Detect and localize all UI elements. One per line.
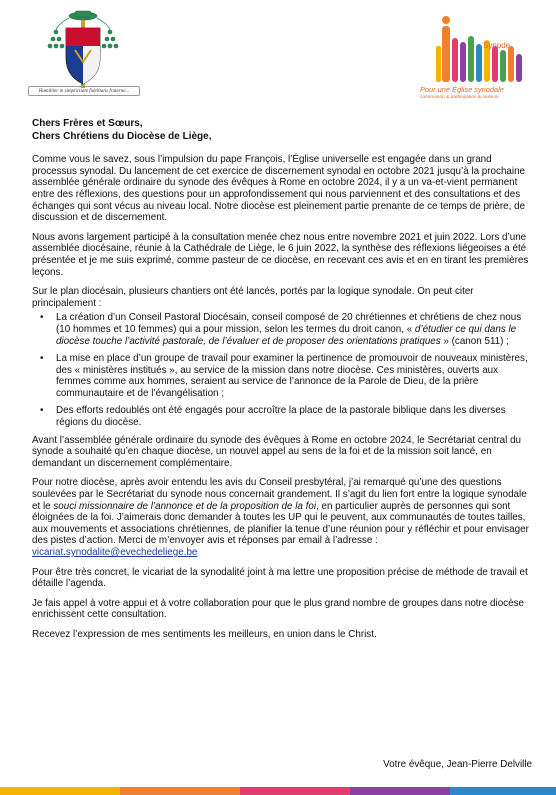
list-item: • Des efforts redoublés ont été engagés pour accroître la place de la pastorale biblique dans les diverses régions du diocèse. (56, 405, 532, 428)
chantiers-list (32, 312, 532, 428)
list-item: • La création d’un Conseil Pastoral Diocésain, conseil composé de 20 chrétiennes et chrétiens de chez nous (10 hommes et 10 femmes) qui a pour mission, selon les termes du droit canon, « d’étudier ce qui dans le diocèse touche l’activité pastorale, de l’évaluer et de proposer des orientations pratiques » (canon 511) ; (56, 312, 532, 347)
paragraph-appeal: Je fais appel à votre appui et à votre collaboration pour que le plus grand nombre de groupes dans notre diocèse enrichissent cette consultation. (32, 597, 524, 621)
letter-body (32, 118, 532, 641)
footer-color-band (0, 785, 556, 795)
signature: Votre évêque, Jean-Pierre Delville (383, 759, 532, 770)
synode-logo-subtag: communion & participation & mission (420, 95, 499, 100)
email-link[interactable]: vicariat.synodalite@evechedeliege.be (32, 547, 198, 558)
synode-logo-word: Synode (483, 41, 511, 50)
paragraph-intro: Comme vous le savez, sous l’impulsion du pape François, l’Église universelle est engagée dans un grand processus synodal. Du lancement de cet exercice de discernement synodal en octobre 2021 jusqu’à la prochaine assemblée générale ordinaire du synode des évêques à Rome en octobre 2024, il y a un va-et-vient permanent entre des réflexions, des questions pour un approfondissement qui nous parviennent et des consultations et des échanges qui sont vécus au niveau local. Notre diocèse est pleinement partie prenante de ce temps de prière, de discussion et de discernement. (32, 154, 526, 224)
letterhead (0, 0, 556, 112)
paragraph-closing: Recevez l’expression de mes sentiments les meilleurs, en union dans le Christ. (32, 628, 377, 640)
coat-of-arms-motto: Humiliter in simplicitate fidelitatis fraterne... (28, 86, 140, 96)
paragraph-secretariat: Avant l’assemblée générale ordinaire du synode des évêques à Rome en octobre 2024, le Secrétariat central du synode a souhaité qu’en chaque diocèse, un nouvel appel au sens de la foi et de la mission soit lancé, en demandant un discernement complémentaire. (32, 434, 522, 469)
paragraph-method: Pour être très concret, le vicariat de la synodalité joint à ma lettre une proposition précise de méthode de travail et détaille l’agenda. (32, 566, 528, 590)
coat-of-arms-icon (44, 6, 122, 94)
synode-logo-tagline: Pour une Église synodale (420, 85, 504, 94)
salutation-line-1: Chers Frères et Sœurs, (32, 118, 143, 129)
paragraph-chantiers: Sur le plan diocésain, plusieurs chantiers ont été lancés, portés par la logique synodale. On peut citer principalement : (32, 286, 474, 309)
salutation-line-2: Chers Chrétiens du Diocèse de Liège, (32, 130, 212, 142)
list-item: • La mise en place d’un groupe de travail pour examiner la pertinence de promouvoir de nouveaux ministères, des « ministères institués », au service de la mission dans notre diocèse. Ces ministères, ouverts aux femmes comme aux hommes, seraient au service de l’annonce de la Parole de Dieu, de la prière communautaire et de l’évangélisation ; (56, 353, 532, 399)
salutation (32, 118, 532, 143)
paragraph-consultation: Nous avons largement participé à la consultation menée chez nous entre novembre 2021 et juin 2022. Lors d’une assemblée diocésaine, réunie à la Cathédrale de Liège, le 6 juin 2022, la synthèse des réflexions liégeoises a été présentée et je me suis exprimé, comme pasteur de ce diocèse, en recevant ces avis et en en tirant les premières leçons. (32, 231, 529, 278)
paragraph-diocese-request: Pour notre diocèse, après avoir entendu les avis du Conseil presbytéral, j’ai remarqué qu’une des questions soulevées par le Secrétariat du synode nous concernait grandement. Il s’agit du lien fort entre la logique synodale et le souci missionnaire de l’annonce et de la proposition de la foi, en particulier auprès de personnes qui sont éloignées de la foi. J’aimerais donc demander à toutes les UP qui le peuvent, aux communautés de toutes tailles, aux mouvements et associations chrétiennes, de planifier la tenue d’une réunion pour y réfléchir et pour envisager des pistes d’action. Merci de m’envoyer avis et réponses par email à l’adresse : vicariat.synodalite@evechedeliege.be (32, 477, 529, 558)
